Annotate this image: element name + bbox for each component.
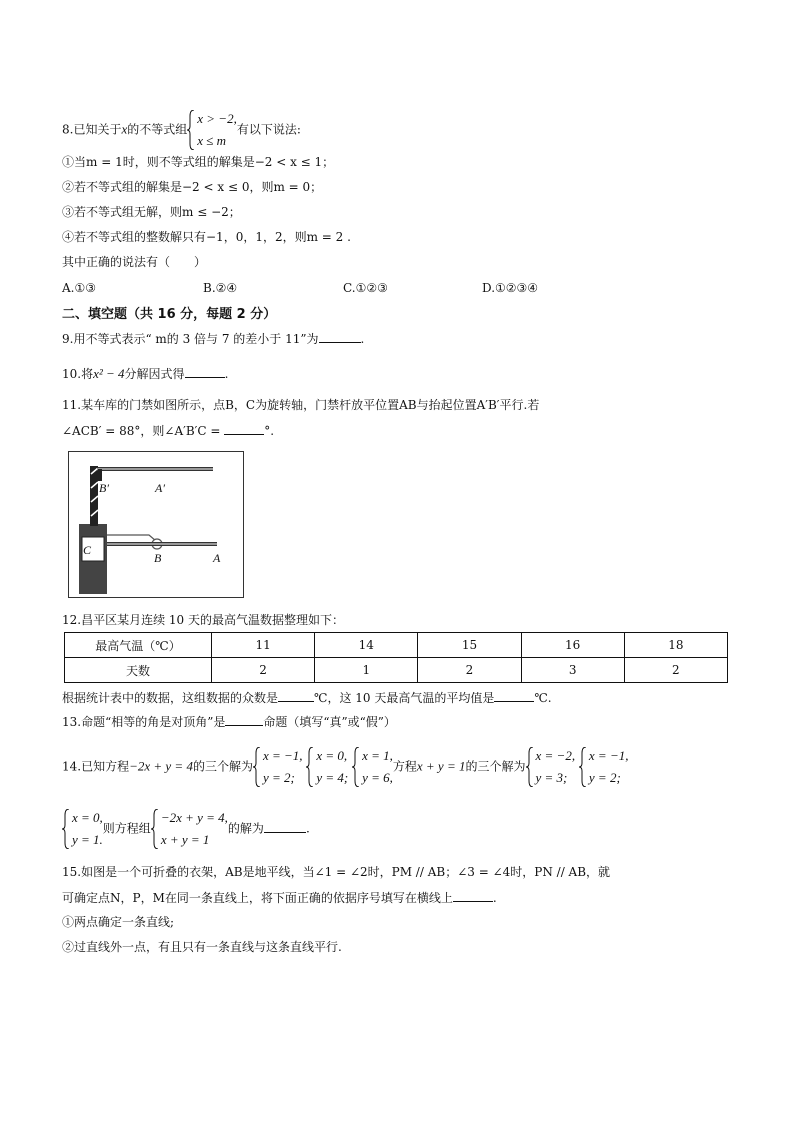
q15-line1: 15.如图是一个可折叠的衣架，AB是地平线，当∠1 = ∠2时，PM // AB；∠3 = ∠4时，PN // AB，就 xyxy=(62,865,611,879)
table-row xyxy=(65,658,728,683)
q8-statement-2: ②若不等式组的解集是−2 < x ≤ 0，则m = 0； xyxy=(62,180,323,194)
q9: 9.用不等式表示“ m的 3 倍与 7 的差小于 11”为 . xyxy=(62,329,364,348)
table-header-cell: 14 xyxy=(315,633,418,658)
table-cell: 2 xyxy=(624,658,727,683)
q11-line2: ∠ACB′ = 88°，则∠A′B′C = °. xyxy=(62,421,274,440)
label-c: C xyxy=(83,543,92,557)
q14-line1: 14.已知方程−2x + y = 4的三个解为 x = −1, y = 2; x = 0, y = 4; x = 1, y = 6, 方程x + y = 1的三个解为 x = −2, y = 3; x = −1, y = 2; xyxy=(62,745,628,789)
table-row xyxy=(65,633,728,658)
q13-answer-blank[interactable] xyxy=(225,712,263,726)
q15-reason-1: ①两点确定一条直线; xyxy=(62,915,175,929)
q14-solution-4: x = −2, y = 3; xyxy=(526,745,576,789)
q14-solution-3: x = 1, y = 6, xyxy=(352,745,393,789)
table-cell: 天数 xyxy=(65,658,212,683)
q9-answer-blank[interactable] xyxy=(319,329,361,343)
q14-solution-5: x = −1, y = 2; xyxy=(579,745,629,789)
label-a: A xyxy=(213,551,221,565)
table-header-cell: 最高气温（℃） xyxy=(65,633,212,658)
q8-system: x > −2, x ≤ m xyxy=(187,108,237,152)
q13: 13.命题“相等的角是对顶角”是 命题（填写“真”或“假”） xyxy=(62,712,396,731)
table-cell: 1 xyxy=(315,658,418,683)
q8-question: 其中正确的说法有（ ） xyxy=(62,255,207,269)
q11-figure xyxy=(68,451,244,598)
q8-option-d[interactable]: D.①②③④ xyxy=(482,281,539,295)
q14-line2: x = 0, y = 1. 则方程组 −2x + y = 4, x + y = 1 的解为 . xyxy=(62,807,310,851)
table-header-cell: 15 xyxy=(418,633,521,658)
temperature-table xyxy=(64,632,728,683)
q14-solution-1: x = −1, y = 2; xyxy=(253,745,303,789)
q8-option-a[interactable]: A.①③ xyxy=(62,281,96,295)
q14-answer-blank[interactable] xyxy=(264,819,306,833)
table-cell: 3 xyxy=(521,658,624,683)
q8-option-c[interactable]: C.①②③ xyxy=(343,281,388,295)
q14-solution-6: x = 0, y = 1. xyxy=(62,807,103,851)
q10-answer-blank[interactable] xyxy=(185,364,225,378)
label-a-prime: A′ xyxy=(155,481,165,495)
table-cell: 2 xyxy=(418,658,521,683)
q8-option-b[interactable]: B.②④ xyxy=(203,281,238,295)
q11-line1: 11.某车库的门禁如图所示，点B，C为旋转轴，门禁杆放平位置AB与抬起位置A′B′平行.若 xyxy=(62,398,540,412)
q10: 10.将x² − 4分解因式得 . xyxy=(62,366,229,381)
label-b: B xyxy=(154,551,162,565)
q15-reason-2: ②过直线外一点，有且只有一条直线与这条直线平行. xyxy=(62,940,342,954)
q12-mean-blank[interactable] xyxy=(494,688,534,702)
raised-pole-vertical xyxy=(90,466,98,526)
q8-statement-3: ③若不等式组无解，则m ≤ −2； xyxy=(62,205,241,219)
q8-statement-4: ④若不等式组的整数解只有−1，0，1，2，则m = 2 . xyxy=(62,230,351,244)
q14-system: −2x + y = 4, x + y = 1 xyxy=(151,807,228,851)
label-b-prime: B′ xyxy=(99,481,109,495)
q14-solution-2: x = 0, y = 4; xyxy=(306,745,348,789)
gate-diagram xyxy=(69,452,243,597)
q15-answer-blank[interactable] xyxy=(453,888,493,902)
q11-answer-blank[interactable] xyxy=(224,421,264,435)
table-header-cell: 18 xyxy=(624,633,727,658)
q8-stem: 8.已知关于x的不等式组 x > −2, x ≤ m 有以下说法: xyxy=(62,108,301,152)
q15-line2: 可确定点N，P，M在同一条直线上，将下面正确的依据序号填写在横线上 . xyxy=(62,888,497,907)
linkage-arm xyxy=(107,535,156,541)
table-cell: 2 xyxy=(212,658,315,683)
q12-after: 根据统计表中的数据，这组数据的众数是 ℃，这 10 天最高气温的平均值是 ℃. xyxy=(62,688,552,707)
table-header-cell: 16 xyxy=(521,633,624,658)
q12-intro: 12.昌平区某月连续 10 天的最高气温数据整理如下： xyxy=(62,613,344,627)
table-header-cell: 11 xyxy=(212,633,315,658)
q8-statement-1: ①当m = 1时，则不等式组的解集是−2 < x ≤ 1； xyxy=(62,155,335,169)
q12-mode-blank[interactable] xyxy=(278,688,314,702)
section-heading: 二、填空题（共 16 分，每题 2 分） xyxy=(62,307,277,322)
